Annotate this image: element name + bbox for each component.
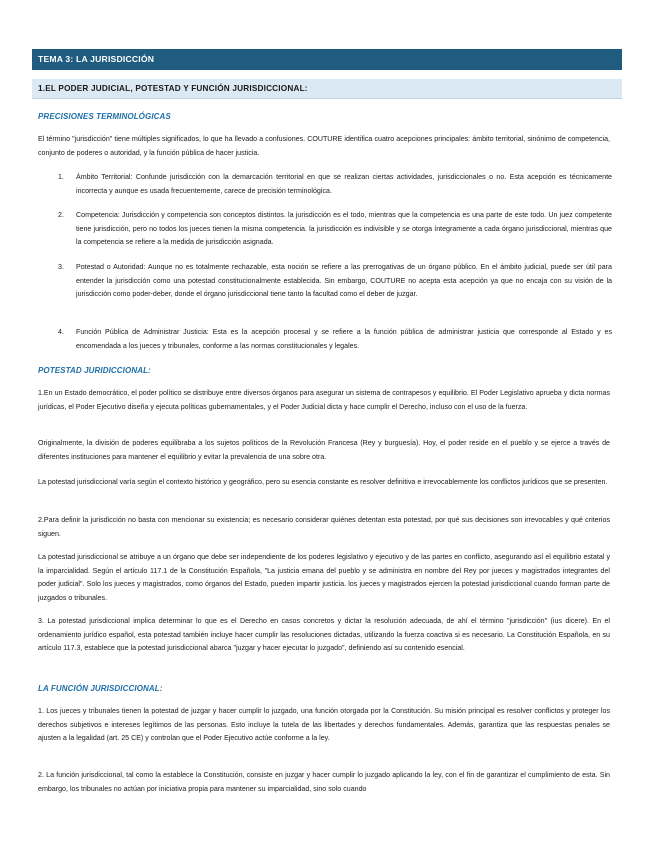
paragraph-potestad: La potestad jurisdiccional varía según el contexto histórico y geográfico, pero su esencia constante es resolver definitiva e irrevocablemente los conflictos jurídicos que se presenten.	[38, 478, 608, 486]
paragraph-potestad: 2.Para definir la jurisdicción no basta con mencionar su existencia; es necesario considerar quiénes detentan esta potestad, por qué sus decisiones son irrevocables y qué criterios siguen.	[38, 516, 610, 538]
list-number: 4.	[58, 328, 64, 336]
heading-potestad: POTESTAD JURIDICCIONAL:	[38, 366, 151, 375]
list-number: 2.	[58, 211, 64, 219]
list-item: Potestad o Autoridad: Aunque no es totalmente rechazable, esta noción se refiere a las prerrogativas de un órgano público. En el ámbito judicial, puede ser útil para entender la jurisdicción como una potestad constitucionalmente establecida. Sin embargo, COUTURE no acepta esta acepción ya que no encaja con su visión de la jurisdicción como poder-deber, donde el órgano jurisdiccional tiene tanto la facultad como el deber de juzgar.	[76, 263, 612, 298]
list-number: 3.	[58, 263, 64, 271]
list-item: Función Pública de Administrar Justicia: Esta es la acepción procesal y se refiere a la función pública de administrar justicia que corresponde al Estado y es encomendada a los jueces y tribunales, conforme a las normas constitucionales y legales.	[76, 328, 612, 350]
paragraph-potestad: La potestad jurisdiccional se atribuye a un órgano que debe ser independiente de los poderes legislativo y ejecutivo y de las partes en conflicto, asegurando así el equilibrio estatal y la imparcialidad. Según el artículo 117.1 de la Constitución Española, "La justicia emana del pueblo y se administra en nombre del Rey por jueces y magistrados integrantes del poder judicial". Solo los jueces y magistrados, como órganos del Estado, pueden impartir justicia. los jueces y magistrados ejercen la potestad jurisdiccional cuando forman parte de juzgados o tribunales.	[38, 553, 610, 602]
section-title-bar: 1.EL PODER JUDICIAL, POTESTAD Y FUNCIÓN JURISDICCIONAL:	[32, 79, 622, 99]
paragraph-intro: El término "jurisdicción" tiene múltiples significados, lo que ha llevado a confusiones. COUTURE identifica cuatro acepciones principales: ámbito territorial, sinónimo de competencia, conjunto de poderes o autoridad, y la función pública de hacer justicia.	[38, 135, 610, 157]
list-item: Competencia: Jurisdicción y competencia son conceptos distintos. la jurisdicción es el todo, mientras que la competencia es una parte de este todo. Un juez competente tiene jurisdicción, pero no todos los jueces tienen la misma competencia. la jurisdicción es indivisible y se otorga íntegramente a cada órgano jurisdiccional, mientras que la competencia se refiere a la medida de jurisdicción asignada.	[76, 211, 612, 246]
paragraph-funcion: 2. La función jurisdiccional, tal como la establece la Constitución, consiste en juzgar y hacer cumplir lo juzgado aplicando la ley, con el fin de garantizar el cumplimiento de esta. Sin embargo, los tribunales no actúan por iniciativa propia para mantener su imparcialidad, sino solo cuando	[38, 771, 610, 793]
list-item: Ámbito Territorial: Confunde jurisdicción con la demarcación territorial en que se realizan ciertas actividades, jurisdiccionales o no. Esta acepción es técnicamente incorrecta y aunque es usada frecuentemente, carece de precisión terminológica.	[76, 173, 612, 195]
list-number: 1.	[58, 173, 64, 181]
heading-precisiones: PRECISIONES TERMINOLÓGICAS	[38, 112, 171, 121]
paragraph-potestad: 3. La potestad jurisdiccional implica determinar lo que es el Derecho en casos concretos y dictar la resolución adecuada, de ahí el término "jurisdicción" (ius dicere). En el ordenamiento jurídico español, esta potestad también incluye hacer cumplir las resoluciones dictadas, utilizando la fuerza coactiva si es necesario. La Constitución Española, en su artículo 117.3, establece que la potestad jurisdiccional abarca "juzgar y hacer ejecutar lo juzgado", definiendo así su contenido esencial.	[38, 617, 610, 652]
paragraph-potestad: Originalmente, la división de poderes equilibraba a los sujetos políticos de la Revolución Francesa (Rey y burguesía). Hoy, el poder reside en el pueblo y se ejerce a través de diferentes instituciones para mantener el equilibrio y evitar la prevalencia de una sobre otra.	[38, 439, 610, 461]
chapter-title-bar: TEMA 3: LA JURISDICCIÓN	[32, 49, 622, 70]
heading-funcion: LA FUNCIÓN JURISDICCIONAL:	[38, 684, 163, 693]
paragraph-potestad: 1.En un Estado democrático, el poder político se distribuye entre diversos órganos para asegurar un sistema de contrapesos y equilibrio. El Poder Legislativo aprueba y dicta normas jurídicas, el Poder Ejecutivo diseña y ejecuta políticas gubernamentales, y el Poder Judicial dicta y hace cumplir el Derecho, incluso con el uso de la fuerza.	[38, 389, 610, 411]
paragraph-funcion: 1. Los jueces y tribunales tienen la potestad de juzgar y hacer cumplir lo juzgado, una función otorgada por la Constitución. Su misión principal es resolver conflictos y proteger los derechos subjetivos e intereses legítimos de las personas. Esto incluye la tutela de las libertades y derechos fundamentales. Además, garantiza que las respuestas penales se ajusten a la legalidad (art. 25 CE) y controlan que el Poder Ejecutivo actúe conforme a la ley.	[38, 707, 610, 742]
